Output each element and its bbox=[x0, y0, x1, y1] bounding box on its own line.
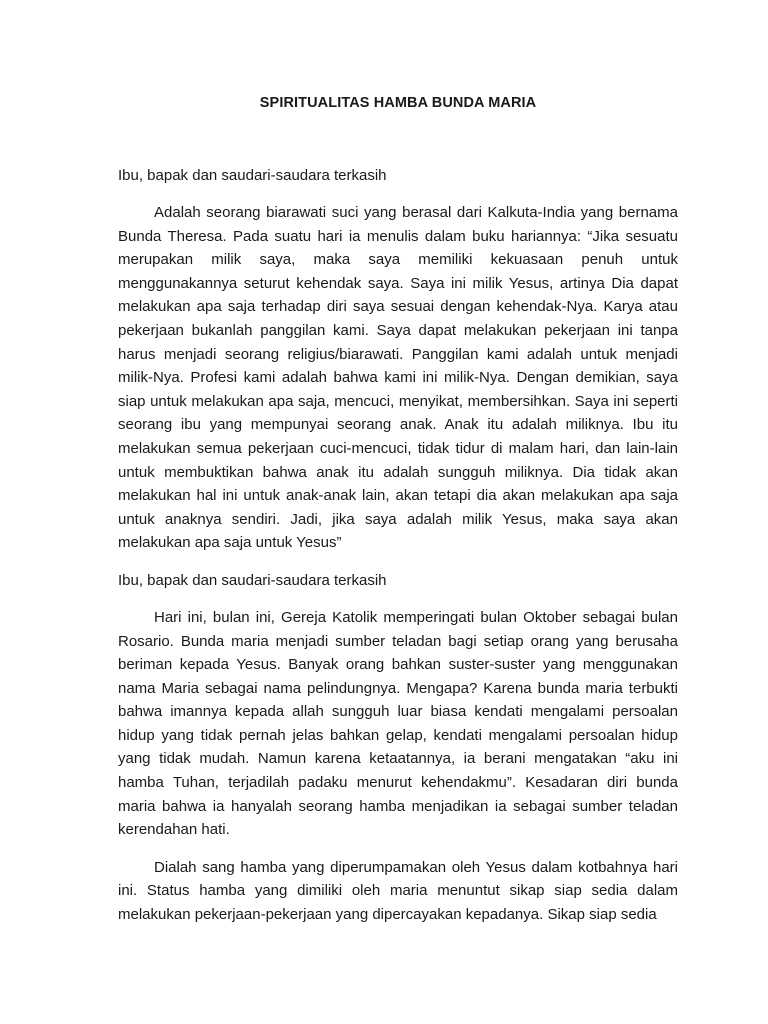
document-title: SPIRITUALITAS HAMBA BUNDA MARIA bbox=[259, 95, 537, 111]
section-2 bbox=[118, 569, 678, 927]
section-1 bbox=[118, 164, 678, 555]
greeting: Ibu, bapak dan saudari-saudara terkasih bbox=[118, 167, 387, 184]
greeting: Ibu, bapak dan saudari-saudara terkasih bbox=[118, 571, 387, 589]
document-body bbox=[118, 92, 678, 941]
paragraph: Hari ini, bulan ini, Gereja Katolik memperingati bulan Oktober sebagai bulan Rosario. Bunda maria menjadi sumber teladan bagi setiap orang yang berusaha beriman kepada Yesus. Banyak orang bahkan suster-suster yang menggunakan nama Maria sebagai nama pelindungnya. Mengapa? Karena bunda maria terbukti bahwa imannya kepada allah sungguh luar biasa kendati mengalami persoalan hidup yang tidak pernah jelas bahkan gelap, kendati mengalami persoalan hidup yang tidak mudah. Namun karena ketaatannya, ia berani mengatakan “aku ini hamba Tuhan, terjadilah padaku menurut kehendakmu”. Kesadaran diri bunda maria bahwa ia hanyalah seorang hamba menjadikan ia sebagai sumber teladan kerendahan hati. bbox=[118, 608, 678, 839]
paragraph: Adalah seorang biarawati suci yang berasal dari Kalkuta-India yang bernama Bunda Theresa. Pada suatu hari ia menulis dalam buku hariannya: “Jika sesuatu merupakan milik saya, maka saya memiliki kekuasaan penuh untuk menggunakannya seturut kehendak saya. Saya ini milik Yesus, artinya Dia dapat melakukan apa saja terhadap diri saya sesuai dengan kehendak-Nya. Karya atau pekerjaan bukanlah panggilan kami. Saya dapat melakukan pekerjaan ini tanpa harus menjadi seorang religius/biarawati. Panggilan kami adalah untuk menjadi milik-Nya. Profesi kami adalah bahwa kami ini milik-Nya. Dengan demikian, saya siap untuk melakukan apa saja, mencuci, menyikat, membersihkan. Saya ini seperti seorang ibu yang mempunyai seorang anak. Anak itu adalah miliknya. Ibu itu melakukan semua pekerjaan cuci-mencuci, tidak tidur di malam hari, dan lain-lain untuk membuktikan bahwa anak itu adalah sungguh miliknya. Dia tidak akan melakukan hal ini untuk anak-anak lain, akan tetapi dia akan melakukan apa saja untuk anaknya sendiri. Jadi, jika saya adalah milik Yesus, maka saya akan melakukan apa saja untuk Yesus” bbox=[118, 204, 678, 552]
paragraph: Dialah sang hamba yang diperumpamakan oleh Yesus dalam kotbahnya hari ini. Status hamba yang dimiliki oleh maria menuntut sikap siap sedia dalam melakukan pekerjaan-pekerjaan yang dipercayakan kepadanya. Sikap siap sedia bbox=[118, 858, 678, 924]
